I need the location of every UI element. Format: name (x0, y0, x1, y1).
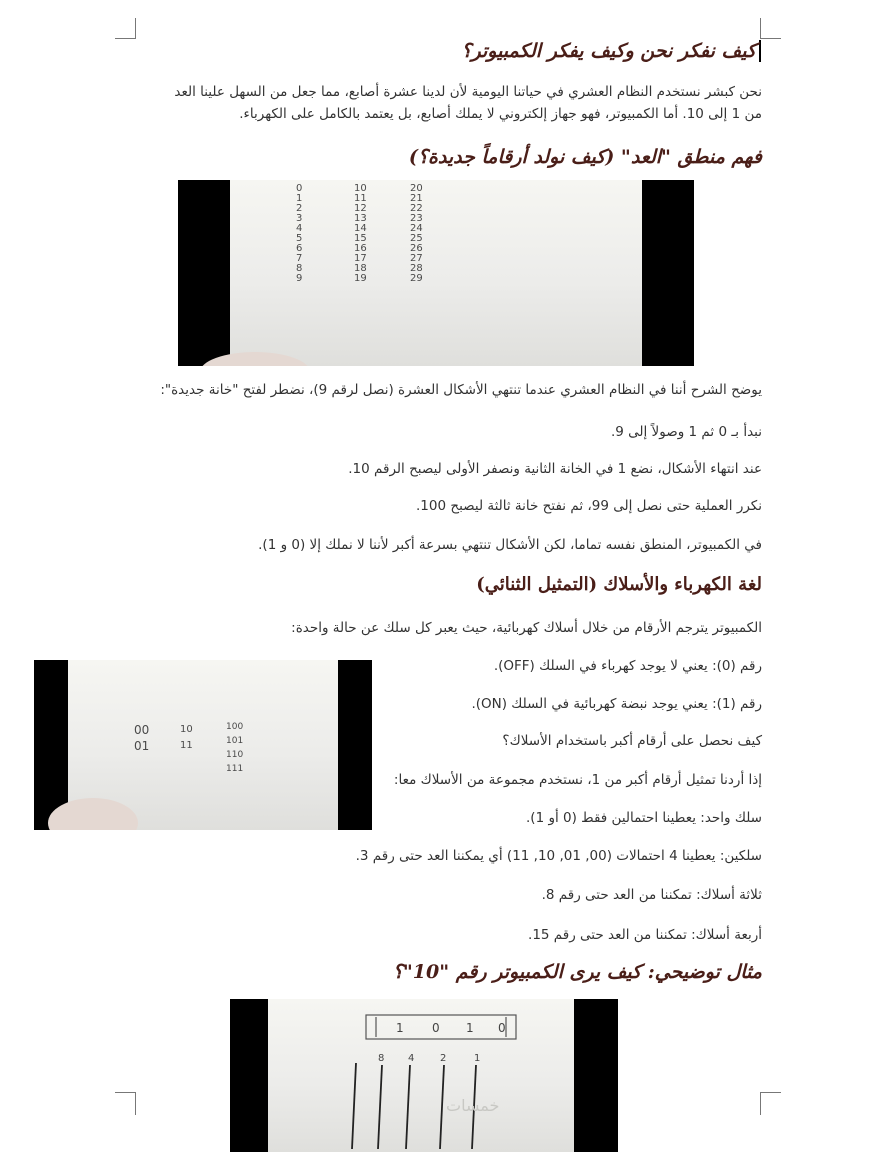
para-one-wire: سلك واحد: يعطينا احتمالين فقط (0 أو 1). (526, 810, 762, 826)
wire-weight: 2 (440, 1053, 447, 1064)
wire-line (440, 1065, 444, 1149)
whiteboard (230, 180, 642, 366)
heading-example-number-10: مثال توضيحي: كيف يرى الكمبيوتر رقم "10"؟ (392, 961, 762, 983)
wire-weight: 4 (408, 1053, 415, 1064)
binary-column-three-digit: 100 101 110 111 (226, 722, 244, 774)
corner-mark-bottom-left (115, 1092, 136, 1115)
wire-line (378, 1065, 382, 1149)
intro-line-2: من 1 إلى 10. أما الكمبيوتر، فهو جهاز إلكتروني لا يملك أصابع، بل يعتمد بالكامل على الكهرباء. (239, 106, 762, 122)
wires-drawing (268, 999, 574, 1152)
digits-column-tens: 10 11 12 13 14 15 16 17 18 19 (354, 183, 367, 284)
watermark: خمسات (446, 1096, 500, 1115)
corner-mark-bottom-right (760, 1092, 781, 1115)
wire-line (406, 1065, 410, 1149)
text-cursor (759, 40, 761, 62)
whiteboard (268, 999, 574, 1152)
digits-column-twenties: 20 21 22 23 24 25 26 27 28 29 (410, 183, 423, 284)
para-question: كيف نحصل على أرقام أكبر باستخدام الأسلاك؟ (502, 733, 762, 749)
para-repeat: نكرر العملية حتى نصل إلى 99، ثم نفتح خانة ثالثة ليصبح 100. (416, 498, 762, 514)
bit-digit: 1 (396, 1021, 404, 1035)
bit-digit: 0 (498, 1021, 506, 1035)
heading-electricity-wires: لغة الكهرباء والأسلاك (التمثيل الثنائي) (476, 574, 762, 595)
wires-video-frame (230, 999, 618, 1152)
para-computer: في الكمبيوتر، المنطق نفسه تماما، لكن الأشكال تنتهي بسرعة أكبر لأننا لا نملك إلا (0 و 1). (258, 537, 762, 553)
para-end: عند انتهاء الأشكال، نضع 1 في الخانة الثانية ونصفر الأولى ليصبح الرقم 10. (348, 461, 762, 477)
para-one-on: رقم (1): يعني يوجد نبضة كهربائية في السلك (ON). (471, 696, 762, 712)
para-group-wires: إذا أردنا تمثيل أرقام أكبر من 1، نستخدم مجموعة من الأسلاك معا: (393, 772, 762, 788)
para-four-wires: أربعة أسلاك: تمكننا من العد حتى رقم 15. (528, 927, 762, 943)
heading-how-we-think: كيف نفكر نحن وكيف يفكر الكمبيوتر؟ (461, 40, 756, 62)
bits-box (366, 1015, 516, 1039)
para-three-wires: ثلاثة أسلاك: تمكننا من العد حتى رقم 8. (541, 887, 762, 903)
counting-video-frame (178, 180, 694, 366)
para-two-wires: سلكين: يعطينا 4 احتمالات (00, 01, 10, 11) أي يمكننا العد حتى رقم 3. (355, 848, 762, 864)
wire-weight: 8 (378, 1053, 385, 1064)
binary-column-tens: 10 11 (180, 724, 193, 751)
para-translate: الكمبيوتر يترجم الأرقام من خلال أسلاك كهربائية، حيث يعبر كل سلك عن حالة واحدة: (291, 620, 762, 636)
hand (200, 352, 310, 366)
digits-column-ones: 0 1 2 3 4 5 6 7 8 9 (296, 183, 303, 284)
para-start: نبدأ بـ 0 ثم 1 وصولاً إلى 9. (610, 424, 762, 440)
bit-digit: 0 (432, 1021, 440, 1035)
bit-digit: 1 (466, 1021, 474, 1035)
para-explain: يوضح الشرح أننا في النظام العشري عندما تنتهي الأشكال العشرة (نصل لرقم 9)، نضطر لفتح "خانة جديدة": (160, 382, 762, 398)
wire-weight: 1 (474, 1053, 481, 1064)
binary-column-two-digit: 00 01 (134, 723, 150, 753)
para-zero-off: رقم (0): يعني لا يوجد كهرباء في السلك (OFF). (493, 658, 762, 674)
corner-mark-top-right (760, 18, 781, 39)
wire-line (352, 1063, 356, 1149)
hand (48, 798, 138, 830)
whiteboard (68, 660, 338, 830)
corner-mark-top-left (115, 18, 136, 39)
binary-video-frame (34, 660, 372, 830)
heading-counting-logic: فهم منطق "العد" (كيف نولد أرقاماً جديدة؟) (408, 146, 762, 168)
intro-line-1: نحن كبشر نستخدم النظام العشري في حياتنا اليومية لأن لدينا عشرة أصابع، مما جعل من السهل علينا العد (174, 84, 762, 100)
